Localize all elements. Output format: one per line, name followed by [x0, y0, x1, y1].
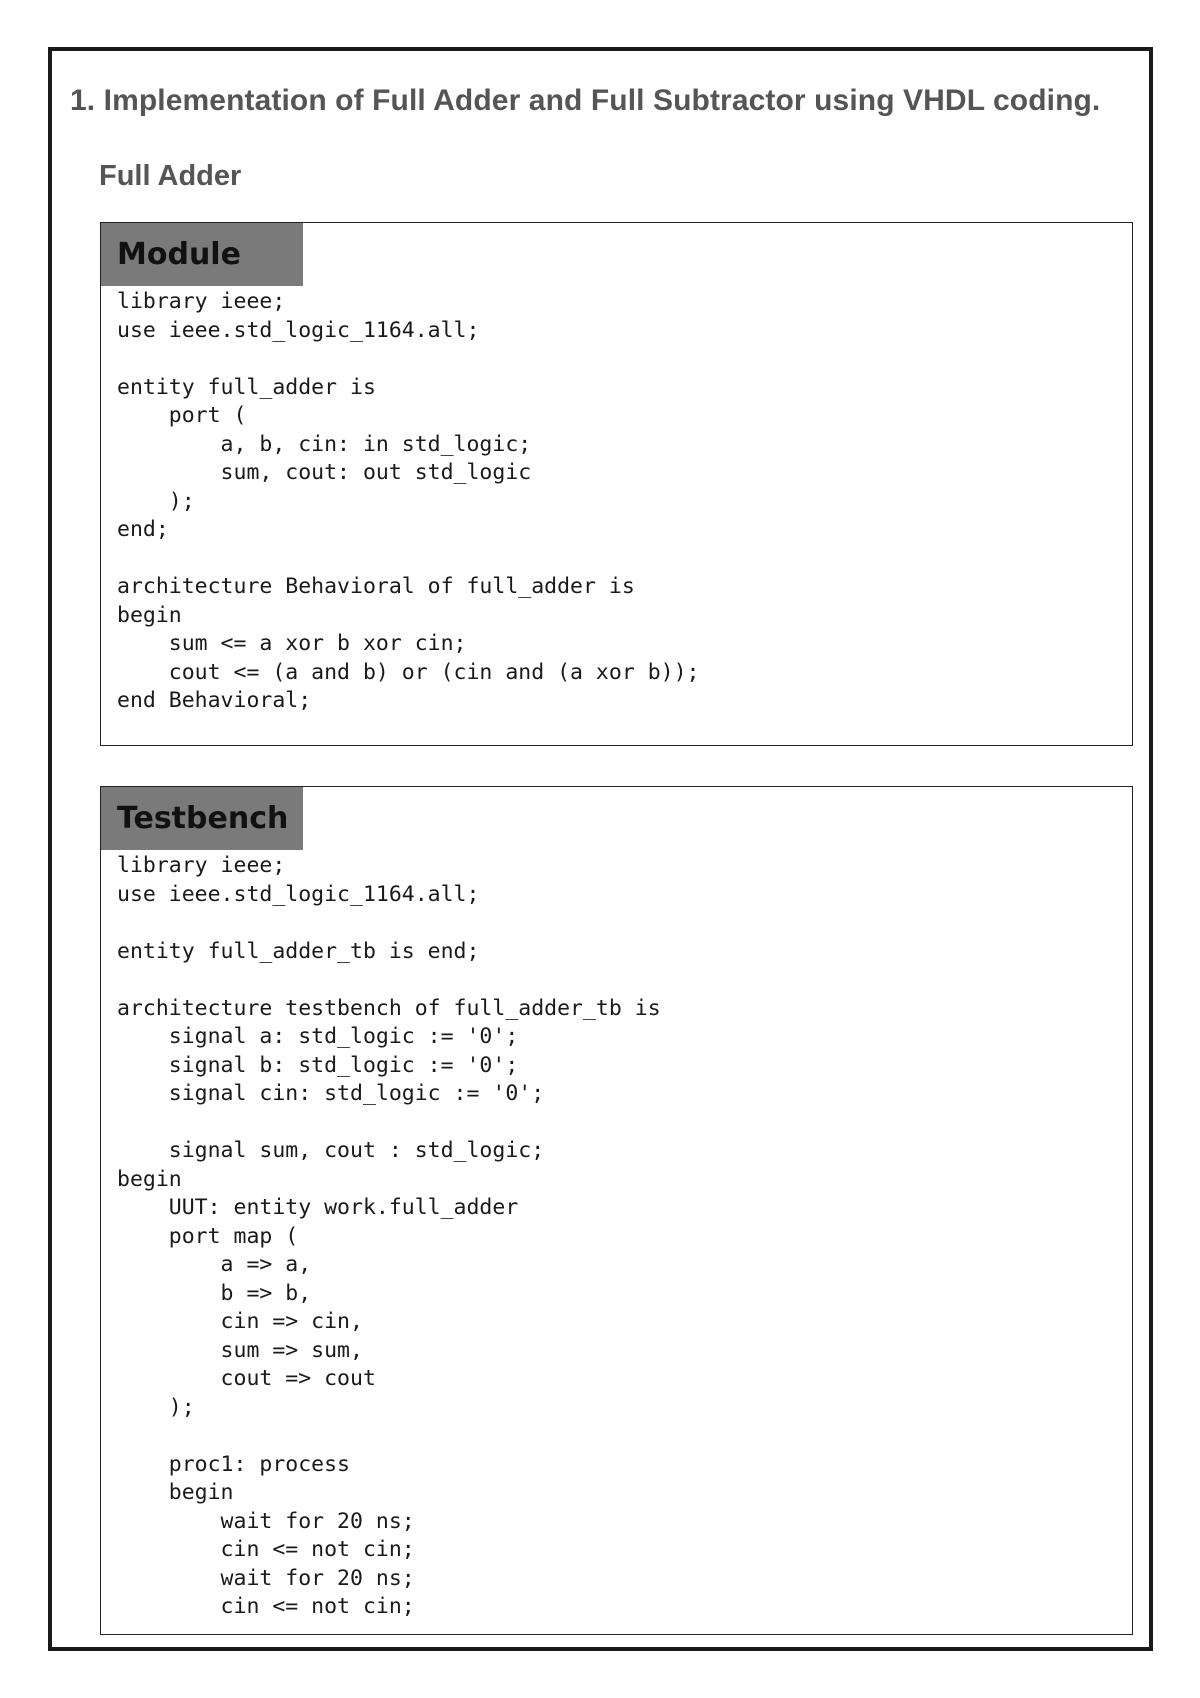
module-code: library ieee; use ieee.std_logic_1164.all; entity full_adder is port ( a, b, cin: in std_logic; sum, cout: out std_logic ); end; architecture Behavioral of full_adder is begin sum <= a xor b xor cin; cout <= (a and b) or (cin and (a xor b)); end Behavioral; [117, 289, 700, 713]
testbench-code-box [100, 786, 1133, 1635]
section-title: Full Adder [99, 160, 242, 192]
testbench-code: library ieee; use ieee.std_logic_1164.all; entity full_adder_tb is end; architecture testbench of full_adder_tb is signal a: std_logic := '0'; signal b: std_logic := '0'; signal cin: std_logic := '0'; signal sum, cout : std_logic; begin UUT: entity work.full_adder port map ( a => a, b => b, cin => cin, sum => sum, cout => cout ); proc1: process begin wait for 20 ns; cin <= not cin; wait for 20 ns; cin <= not cin; [117, 853, 661, 1619]
document-title: 1. Implementation of Full Adder and Full Subtractor using VHDL coding. [70, 84, 1101, 117]
testbench-header: Testbench [101, 787, 303, 850]
module-code-box [100, 222, 1133, 746]
module-header: Module [101, 223, 303, 286]
